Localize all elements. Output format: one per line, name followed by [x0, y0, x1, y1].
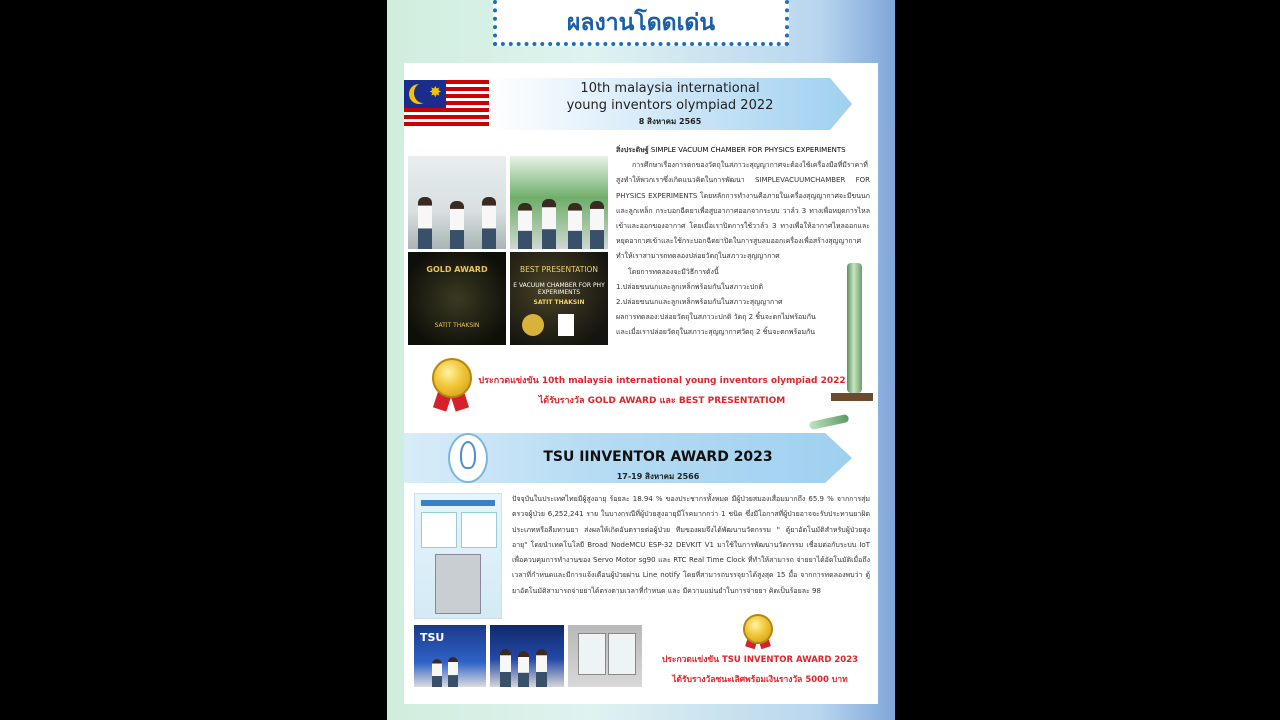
section1-description: [616, 143, 870, 341]
document-page: [387, 0, 895, 720]
section1-banner-line1: 10th malaysia international: [580, 81, 760, 96]
section1-award-line2: ได้รับรางวัล GOLD AWARD และ BEST PRESENTATIOM: [538, 396, 786, 406]
photo-best-presentation: [510, 252, 608, 345]
photo-students-1: [408, 156, 506, 249]
section1-para1: การศึกษาเรื่องการตกของวัตถุในสภาวะสุญญากาศจะต้องใช้เครื่องมือที่มีราคาที่สูงทำให้พวกเราซึ่งเกิดแนวคิดในการพัฒนา SIMPLEVACUUMCHAMBER FOR PHYSICS EXPERIMENTS โดยหลักการทำงานคือภายในเครื่องสุญญากาศจะมีขนนกและลูกเหล็ก กระบอกฉีดยาเพื่อสูบอากาศออกจากระบบ วาล์ว 3 ทางเพื่อหยุดการไหลเข้าและออกของอากาศ โดยเมื่อเราปิดการใช้วาล์ว 3 ทางเพื่อให้อากาศไหลออกและหยุดอากาศเข้าและใช้กระบอกฉีดยาปิดในการสูบลมออกเครื่องเพื่อสร้างสุญญากาศทำให้เราสามารถทดลองปล่อยวัตถุในสภาวะสุญญากาศ: [616, 161, 870, 261]
gold-cert-name: SATIT THAKSIN: [434, 322, 480, 329]
invention-label: สิ่งประดิษฐ์: [616, 146, 649, 154]
photo-medicine-cabinet-poster: [414, 493, 502, 619]
gold-award-text: GOLD AWARD: [426, 265, 488, 274]
section1-award-line1: ประกวดแข่งขัน 10th malaysia international young inventors olympiad 2022: [478, 376, 846, 386]
section1-date: 8 สิงหาคม 2565: [638, 117, 702, 126]
tsu-stage-text: TSU: [420, 631, 445, 644]
photo-tsu-stage-1: [414, 625, 486, 687]
section2-description: [512, 492, 870, 599]
section2-banner-title: TSU IINVENTOR AWARD 2023: [543, 449, 773, 465]
section1-banner: [488, 78, 852, 130]
section2-para: ปัจจุบันในประเทศไทยมีผู้สูงอายุ ร้อยละ 18.94 % ของประชากรทั้งหมด มีผู้ป่วยสมองเสื่อมมากถึง 65.9 % จากการสุ่มตรวจผู้ป่วย 6,252,241 ราย ในบางกรณีที่ผู้ป่วยสูงอายุมีโรคมากกว่า 1 ชนิด ซึ่งมีโอกาสที่ผู้ป่วยอาจจะรับประทานยาผิดประเภทหรือลืมทานยา ส่งผลให้เกิดอันตรายต่อผู้ป่วย ทีมของผมจึงได้พัฒนานวัตกรรม " ตู้ยาอัตโนมัติสำหรับผู้ป่วยสูงอายุ" โดยนำเทคโนโลยี Broad NodeMCU ESP-32 DEVKIT V1 มาใช้ในการพัฒนานวัตกรรม เชื่อมต่อกับระบบ IoT เพื่อควบคุมการทำงานของ Servo Motor sg90 และ RTC Real Time Clock ที่ทำให้สามารถ จ่ายยาได้อัตโนมัติเมื่อถึงเวลาที่กำหนดและมีการแจ้งเตือนผู้ป่วยผ่าน Line notify โดยที่สามารถบรรจุยาได้สูงสุด 15 มื้อ จากการทดลองพบว่า ตู้ยาอัตโนมัติสามารถจ่ายยาได้ตรงตามเวลาที่กำหนด และ มีความแม่นยำในการจ่ายยา คิดเป็นร้อยละ 98: [512, 495, 870, 595]
best-presentation-text: BEST PRESENTATION: [519, 265, 599, 274]
best-presentation-name: SATIT THAKSIN: [533, 299, 585, 306]
content-card: [404, 63, 878, 704]
section1-banner-line2: young inventors olympiad 2022: [566, 98, 774, 113]
invention-name: SIMPLE VACUUM CHAMBER FOR PHYSICS EXPERIMENTS: [650, 146, 846, 154]
photo-students-2: [510, 156, 608, 249]
section1-result1: ผลการทดลอง:ปล่อยวัตถุในสภาวะปกติ วัตถุ 2 ชิ้นจะตกไม่พร้อมกัน: [616, 313, 816, 322]
section1-step2: 2.ปล่อยขนนกและลูกเหล็กพร้อมกันในสภาวะสุญญากาศ: [616, 298, 783, 307]
section2-award-line1: ประกวดแข่งขัน TSU INVENTOR AWARD 2023: [661, 655, 859, 665]
gold-medal-icon: [432, 358, 472, 420]
section2-award-line2: ได้รับรางวัลชนะเลิศพร้อมเงินรางวัล 5000 บาท: [672, 675, 848, 685]
photo-gold-certificate: [408, 252, 506, 345]
photo-tsu-stage-2: [490, 625, 564, 687]
photo-tsu-exhibit: [568, 625, 642, 687]
best-presentation-sub: E VACUUM CHAMBER FOR PHY EXPERIMENTS: [513, 282, 605, 296]
gold-medal-2-icon: [743, 614, 775, 654]
syringe-image: [809, 414, 850, 430]
section1-step1: 1.ปล่อยขนนกและลูกเหล็กพร้อมกันในสภาวะปกติ: [616, 282, 764, 291]
page-title: ผลงานโดดเด่น: [566, 9, 716, 36]
section2-date: 17-19 สิงหาคม 2566: [616, 472, 700, 481]
section1-para2: โดยการทดลองจะมีวิธีการดังนี้: [628, 267, 719, 276]
section1-result2: และเมื่อเราปล่อยวัตถุในสภาวะสุญญากาศวัตถุ 2 ชิ้นจะตกพร้อมกัน: [616, 328, 816, 337]
tsu-logo-icon: [448, 433, 488, 483]
malaysia-flag-icon: ✸: [404, 80, 489, 129]
page-title-box: [493, 0, 789, 46]
